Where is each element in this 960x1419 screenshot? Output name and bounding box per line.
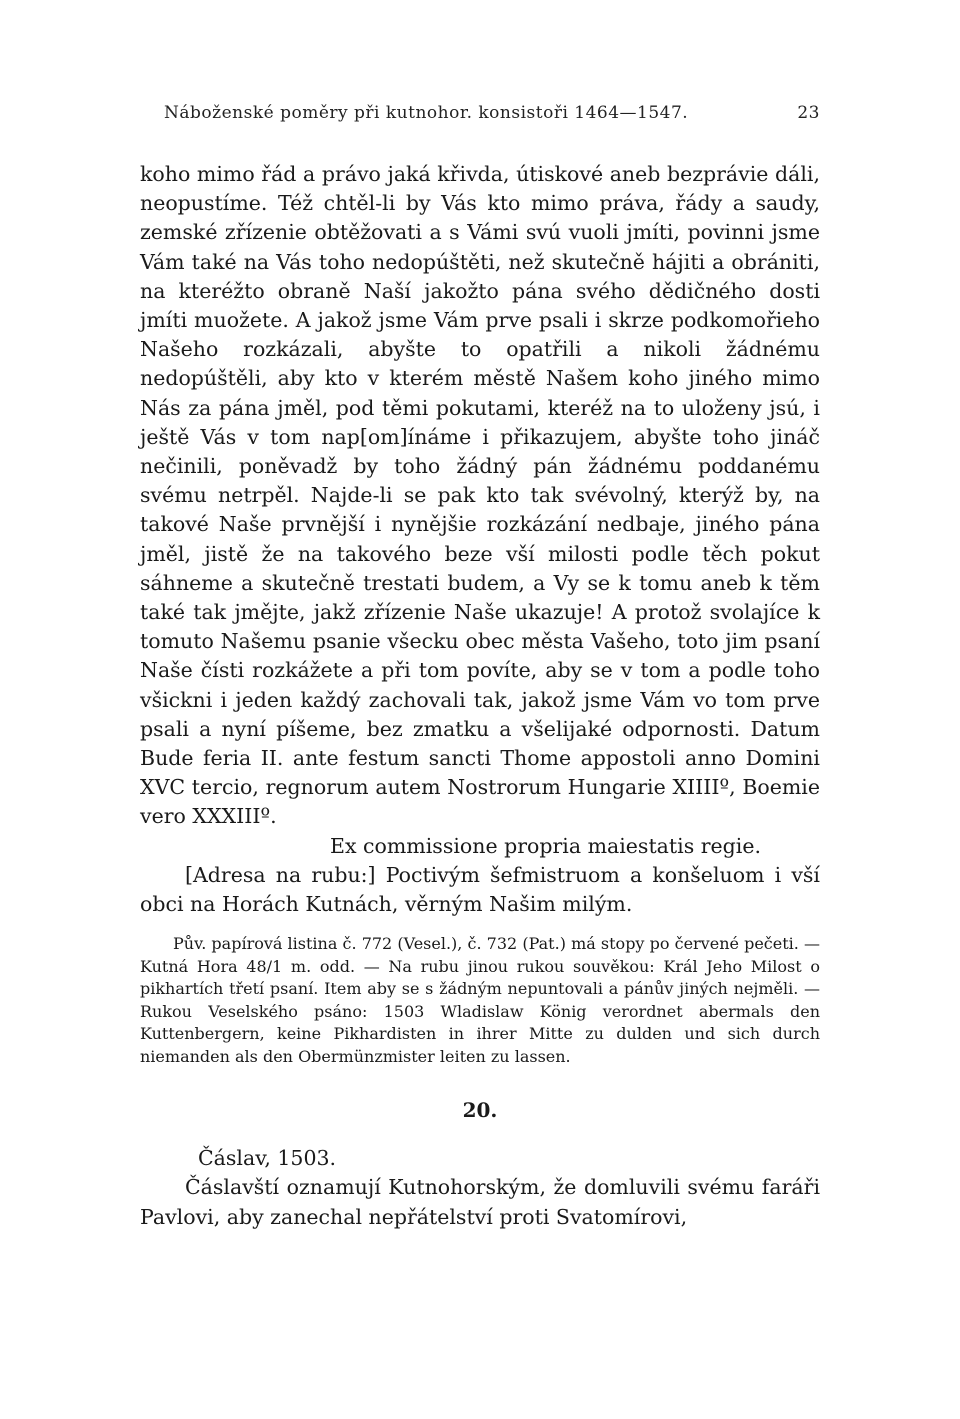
document-number: 20. — [462, 1098, 498, 1123]
summary-paragraph: Čáslavští oznamují Kutnohorským, že domluvili svému faráři Pavlovi, aby zanechal nepřátelství proti Svatomírovi, — [140, 1175, 820, 1229]
letter-paragraph: koho mimo řád a právo jaká křivda, útiskové aneb bezprávie dáli, neopustíme. Též chtěl-li by Vás kto mimo práva, řády a saudy, zemské zřízenie obtěžovati a s Vámi svú vuoli jmíti, povinni jsme Vám také na Vás toho nedopúštěti, než skutečně hájiti a obrániti, na kteréžto obraně Naší jakožto pána svého dědičného dosti jmíti muožete. A jakož jsme Vám prve psali i skrze podkomořieho Našeho rozkázali, abyšte to opatřili a nikoli žádnému nedopúštěli, aby kto v kterém městě Našem koho jiného mimo Nás za pána jměl, pod těmi pokutami, kteréž na to uloženy jsú, i ještě Vás v tom nap[om]ínáme i přikazujem, abyšte toho jináč nečinili, poněvadž by toho žádný pán žádnému poddanému svému netrpěl. Najde-li se pak kto tak svévolný, kterýž by, na takové Naše prvnější i nynějšie rozkázání nedbaje, jiného pána jměl, jistě že na takového beze vší milosti podle těch pokut sáhneme a skutečně trestati budem, a Vy se k tomu aneb k těm také tak jmějte, jakž zřízenie Naše ukazuje! A protož svolajíce k tomuto Našemu psanie všecku obec města Vašeho, toto jim psaní Naše čísti rozkážete a při tom povíte, aby se v tom a podle toho všickni i jeden každý zachovali tak, jakož jsme Vám vo tom prve psali a nyní píšeme, bez zmatku a všelijaké odpornosti. Datum Bude feria II. ante festum sancti Thome appostoli anno Domini XVC tercio, regnorum autem Nostrorum Hungarie XIIIIº, Boemie vero XXXIIIº. — [140, 162, 820, 829]
running-title: Náboženské poměry při kutnohor. konsistoři 1464—1547. — [164, 103, 689, 123]
commission-line: Ex commissione propria maiestatis regie. — [330, 833, 761, 858]
address-paragraph: [Adresa na rubu:] Poctivým šefmistruom a konšeluom i vší obci na Horách Kutnách, věrným Našim milým. — [140, 862, 820, 917]
body-text — [140, 160, 820, 1232]
page-number: 23 — [797, 103, 820, 123]
editorial-notes — [140, 933, 820, 1068]
source-note: Pův. papírová listina č. 772 (Vesel.), č. 732 (Pat.) má stopy po červené pečeti. — Kutná Hora 48/1 m. odd. — Na rubu jinou rukou souvěkou: Král Jeho Milost o pikhartích třetí psaní. Item aby se s žádným nepuntovali a pánův jiných nejměli. — Rukou Veselského psáno: 1503 Wladislaw König verordnet abermals den Kuttenbergern, keine Pikhardisten in ihrer Mitte zu dulden und sich durch niemanden als den Obermünzmister leiten zu lassen. — [140, 934, 820, 1066]
place-date: Čáslav, 1503. — [198, 1146, 337, 1171]
